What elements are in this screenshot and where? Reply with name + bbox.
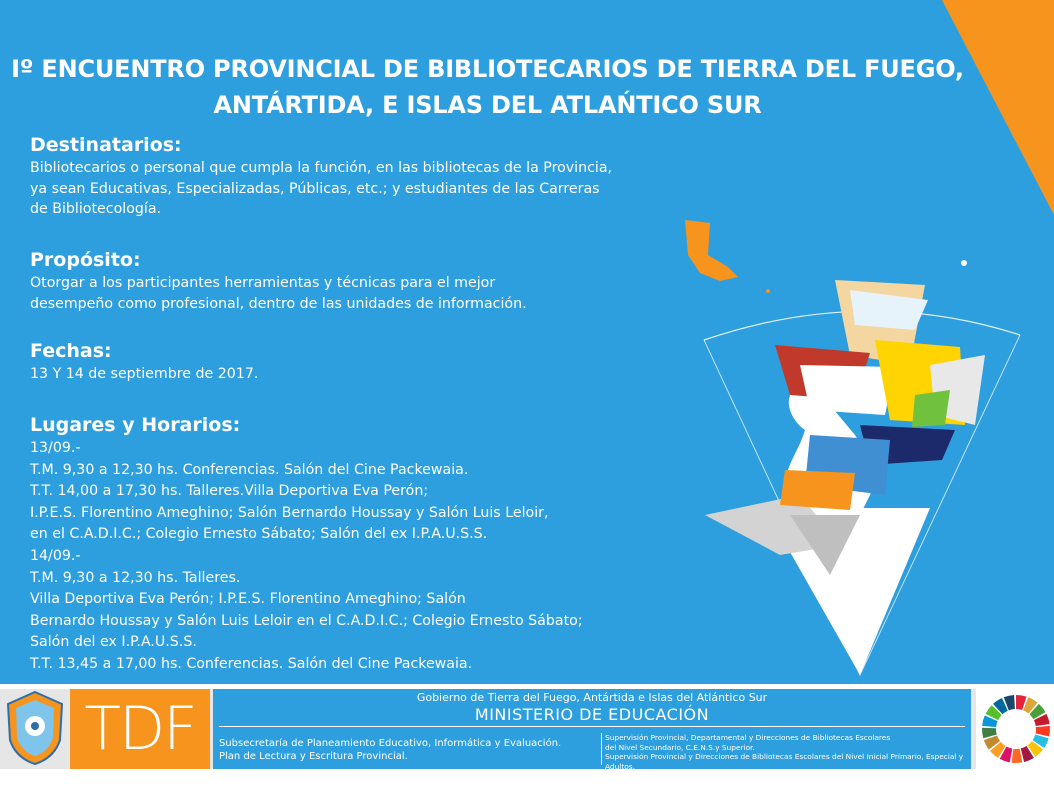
sdg-center — [1000, 713, 1032, 745]
fechas-text: 13 Y 14 de septiembre de 2017. — [30, 366, 259, 382]
supervision-line: Supervisión Provincial y Direcciones de Bibliotecas Escolares del Nivel Inicial Primario, Especial y Adultos. — [605, 752, 964, 771]
title-line-1: Iº ENCUENTRO PROVINCIAL DE BIBLIOTECARIOS DE TIERRA DEL FUEGO, — [11, 55, 964, 83]
subsecretaria-text — [219, 737, 599, 763]
title-line-2: ANTÁRTIDA, E ISLAS DEL ATLAŃTICO SUR — [213, 91, 762, 119]
destinatarios-section — [30, 132, 710, 220]
divider — [601, 733, 602, 765]
sdg-logo — [976, 689, 1054, 769]
tdf-logo — [70, 689, 210, 769]
lugares-line: T.T. 14,00 a 17,30 hs. Talleres.Villa Deportiva Eva Perón; — [30, 483, 429, 500]
tdf-logo-text: TDF — [84, 694, 196, 764]
fechas-heading: Fechas: — [30, 340, 112, 362]
proposito-heading: Propósito: — [30, 249, 141, 271]
lugares-line: 14/09.- — [30, 547, 81, 564]
book-bird-illustration — [680, 215, 1054, 685]
sdg-wheel-icon — [980, 691, 1052, 767]
supervision-line: Supervisión Provincial, Departamental y Direcciones de Bibliotecas Escolares — [605, 733, 891, 742]
divider — [219, 726, 965, 727]
destinatarios-line: Bibliotecarios o personal que cumpla la función, en las bibliotecas de la Provincia, — [30, 160, 613, 176]
lugares-line: 13/09.- — [30, 440, 81, 456]
subsecretaria-line: Subsecretaría de Planeamiento Educativo, Informática y Evaluación. — [219, 738, 562, 749]
destinatarios-line: de Bibliotecología. — [30, 201, 162, 217]
supervision-line: del Nivel Secundario, C.E.N.S.y Superior. — [605, 742, 755, 752]
proposito-line: desempeño como profesional, dentro de las unidades de información. — [30, 295, 527, 312]
lugares-line: I.P.E.S. Florentino Ameghino; Salón Bernardo Houssay y Salón Luis Leloir, — [30, 504, 549, 521]
destinatarios-line: ya sean Educativas, Especializadas, Públicas, etc.; y estudiantes de las Carreras — [30, 180, 600, 197]
proposito-section — [30, 247, 710, 314]
lugares-line: T.T. 13,45 a 17,00 hs. Conferencias. Salón del Cine Packewaia. — [30, 655, 473, 672]
sdg-segment — [1036, 726, 1050, 737]
lugares-line: Salón del ex I.P.A.U.S.S. — [30, 634, 197, 651]
fechas-section — [30, 338, 710, 385]
lugares-section — [30, 412, 710, 676]
proposito-line: Otorgar a los participantes herramientas y técnicas para el mejor — [30, 275, 496, 291]
lugares-line: T.M. 9,30 a 12,30 hs. Conferencias. Salón del Cine Packewaia. — [30, 461, 469, 478]
government-line: Gobierno de Tierra del Fuego, Antártida e Islas del Atlántico Sur — [416, 691, 768, 704]
ministry-title: MINISTERIO DE EDUCACIÓN — [474, 705, 710, 724]
lugares-line: Villa Deportiva Eva Perón; I.P.E.S. Florentino Ameghino; Salón — [30, 591, 466, 608]
ministry-panel — [213, 689, 971, 769]
subsecretaria-line: Plan de Lectura y Escritura Provincial. — [219, 751, 408, 762]
lugares-line: Bernardo Houssay y Salón Luis Leloir en el C.A.D.I.C.; Colegio Ernesto Sábato; — [30, 612, 583, 629]
province-shield-icon — [4, 690, 66, 766]
sdg-segment — [1012, 749, 1023, 763]
lugares-line: en el C.A.D.I.C.; Colegio Ernesto Sábato; Salón del ex I.P.A.U.S.S. — [30, 526, 488, 543]
lugares-line: T.M. 9,30 a 12,30 hs. Talleres. — [30, 569, 241, 586]
destinatarios-heading: Destinatarios: — [30, 134, 182, 156]
lugares-heading: Lugares y Horarios: — [30, 414, 241, 436]
supervision-text — [605, 733, 967, 771]
footer — [0, 684, 1054, 788]
